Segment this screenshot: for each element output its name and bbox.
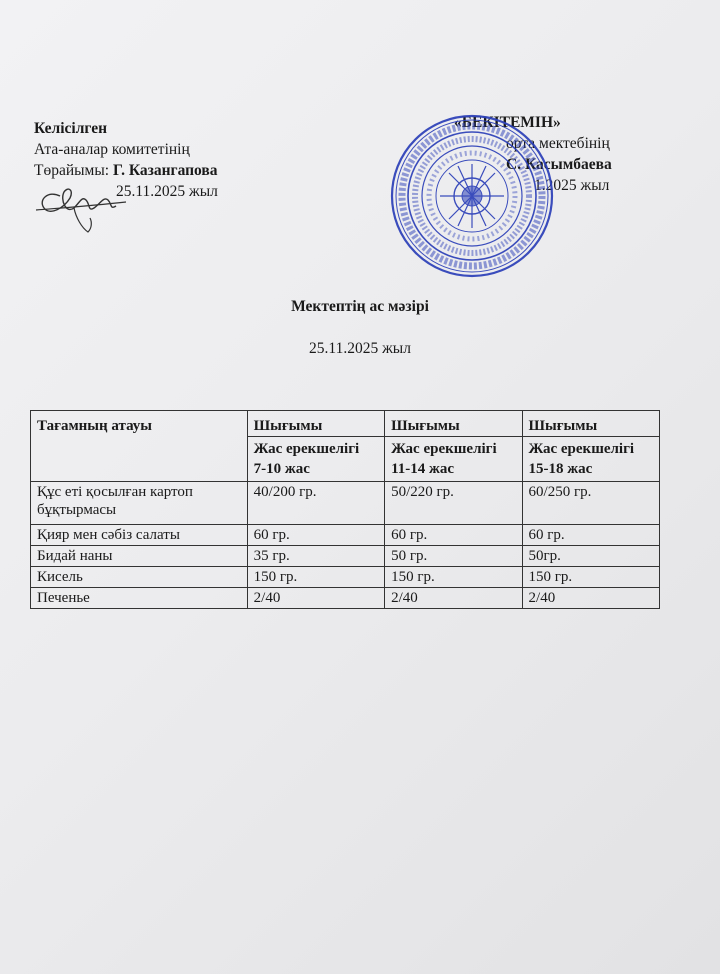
dish-name: Қияр мен сәбіз салаты <box>31 525 248 546</box>
age-label: Жас ерекшелігі <box>528 441 635 457</box>
portion-value: 50/220 гр. <box>385 482 522 525</box>
header-output: Шығымы <box>522 411 659 437</box>
menu-table <box>30 410 660 609</box>
portion-value: 2/40 <box>385 588 522 609</box>
approval-date: 1.2025 жыл <box>534 177 610 194</box>
age-range: 7-10 жас <box>253 461 310 477</box>
table-row <box>31 567 660 588</box>
portion-value: 50 гр. <box>385 546 522 567</box>
approved-heading: «БЕКІТЕМІН» <box>454 114 561 131</box>
header-output: Шығымы <box>247 411 384 437</box>
portion-value: 60 гр. <box>247 525 384 546</box>
portion-value: 2/40 <box>247 588 384 609</box>
portion-value: 2/40 <box>522 588 659 609</box>
document-date: 25.11.2025 жыл <box>309 340 411 357</box>
chair-prefix: Төрайымы: <box>34 162 110 179</box>
dish-name: Бидай наны <box>31 546 248 567</box>
age-label: Жас ерекшелігі <box>253 441 360 457</box>
table-row <box>31 546 660 567</box>
stamp-icon <box>388 112 556 280</box>
portion-value: 150 гр. <box>247 567 384 588</box>
table-header-row <box>31 411 660 437</box>
chair-name: Г. Казангапова <box>112 162 218 179</box>
portion-value: 60/250 гр. <box>522 482 659 525</box>
age-group-header <box>522 437 659 482</box>
agreed-heading: Келісілген <box>34 120 108 137</box>
portion-value: 40/200 гр. <box>247 482 384 525</box>
age-range: 11-14 жас <box>391 461 455 477</box>
portion-value: 50гр. <box>522 546 659 567</box>
signature-icon <box>30 178 130 238</box>
portion-value: 60 гр. <box>385 525 522 546</box>
portion-value: 150 гр. <box>522 567 659 588</box>
director-name: С. Касымбаева <box>506 156 612 173</box>
agreement-date: 25.11.2025 жыл <box>116 183 218 200</box>
header-output: Шығымы <box>385 411 522 437</box>
committee-line: Ата-аналар комитетінің <box>34 141 190 158</box>
age-range: 15-18 жас <box>528 461 593 477</box>
dish-name: Печенье <box>31 588 248 609</box>
school-line: орта мектебінің <box>506 135 610 152</box>
age-label: Жас ерекшелігі <box>391 441 497 457</box>
header-dish-name: Тағамның атауы <box>31 411 248 482</box>
document-title: Мектептің ас мәзірі <box>291 298 429 315</box>
age-group-header <box>247 437 384 482</box>
dish-name: Кисель <box>31 567 248 588</box>
dish-name: Құс еті қосылған картоп бұқтырмасы <box>31 482 248 525</box>
table-row <box>31 588 660 609</box>
portion-value: 60 гр. <box>522 525 659 546</box>
portion-value: 35 гр. <box>247 546 384 567</box>
portion-value: 150 гр. <box>385 567 522 588</box>
age-group-header <box>385 437 522 482</box>
table-row <box>31 525 660 546</box>
table-row <box>31 482 660 525</box>
